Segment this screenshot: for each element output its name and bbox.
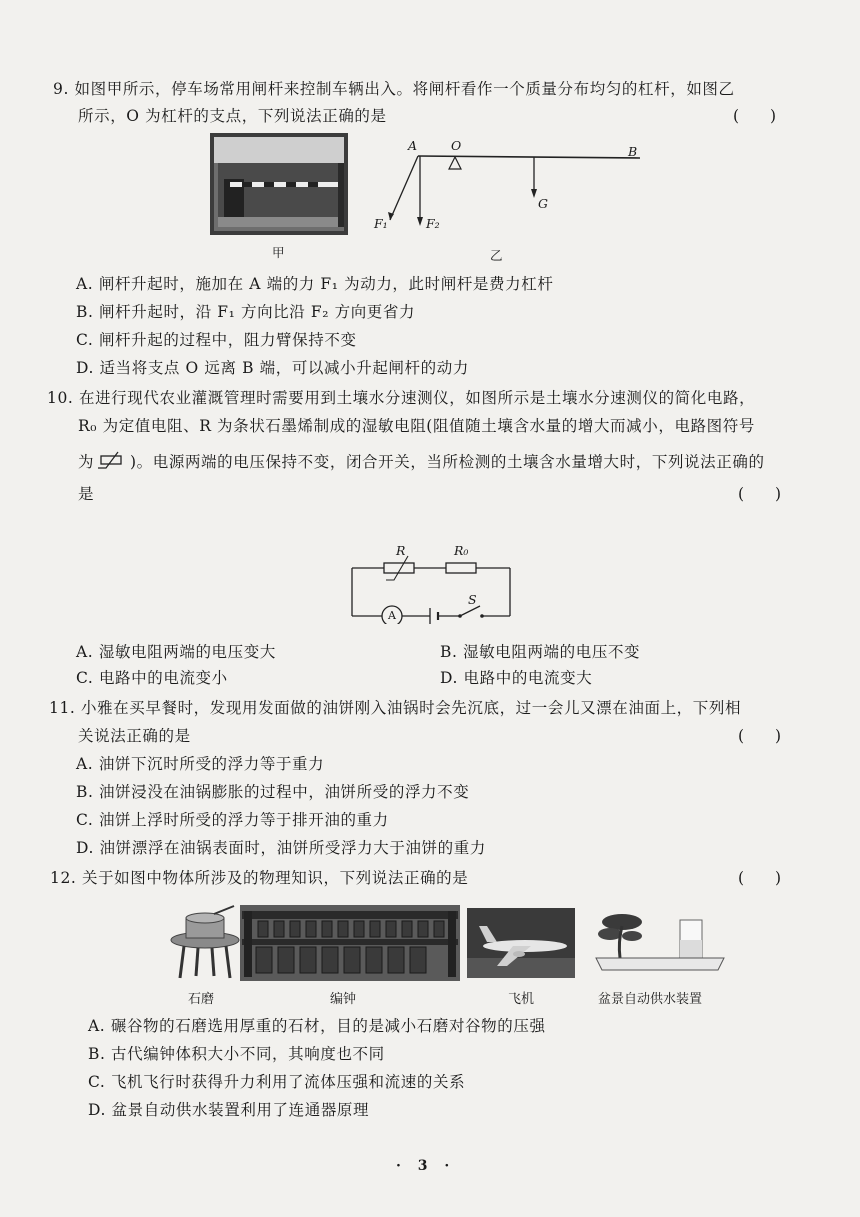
q9-fig-yi-caption: 乙: [490, 248, 503, 263]
q10-stem-line4: 是: [78, 485, 95, 503]
ammeter-icon: A: [388, 609, 396, 622]
q12-option-a: A. 碾谷物的石磨选用厚重的石材，目的是减小石磨对谷物的压强: [88, 1017, 546, 1035]
q9-stem-line2: 所示，O 为杠杆的支点，下列说法正确的是: [78, 107, 387, 125]
q11-option-b: B. 油饼浸没在油锅膨胀的过程中，油饼所受的浮力不变: [76, 783, 470, 801]
q9-lever-diagram: [368, 138, 648, 238]
q9-stem-line1: 9. 如图甲所示，停车场常用闸杆来控制车辆出入。将闸杆看作一个质量分布均匀的杠杆，如图乙: [53, 80, 735, 98]
q10-stem-line3-rest: )。电源两端的电压保持不变，闭合开关，当所检测的土壤含水量增大时，下列说法正确的: [130, 453, 765, 471]
q10-stem-line3-start: 为: [78, 453, 95, 471]
q10-option-d: D. 电路中的电流变大: [440, 669, 593, 687]
q12-caption-bonsai: 盆景自动供水装置: [598, 992, 703, 1007]
q10-stem-line2: R₀ 为定值电阻、R 为条状石墨烯制成的湿敏电阻(阻值随土壤含水量的增大而减小，电路图符号: [78, 417, 755, 435]
chime-bells-image: [240, 905, 460, 981]
stone-mill-image: [168, 904, 242, 980]
q11-option-a: A. 油饼下沉时所受的浮力等于重力: [76, 755, 325, 773]
q12-caption-airplane: 飞机: [508, 992, 535, 1007]
q10-option-a: A. 湿敏电阻两端的电压变大: [76, 643, 276, 661]
q9-label-G: G: [538, 196, 548, 211]
q12-option-b: B. 古代编钟体积大小不同，其响度也不同: [88, 1045, 385, 1063]
q10-option-b: B. 湿敏电阻两端的电压不变: [440, 643, 641, 661]
q10-circuit-diagram: [346, 540, 516, 624]
bonsai-water-device-image: [592, 906, 728, 980]
q12-stem: 12. 关于如图中物体所涉及的物理知识，下列说法正确的是: [50, 869, 469, 887]
q9-answer-paren: ( ): [733, 107, 777, 125]
page-number: · 3 ·: [396, 1158, 456, 1174]
q11-option-c: C. 油饼上浮时所受的浮力等于排开油的重力: [76, 811, 389, 829]
airplane-image: [467, 908, 575, 978]
q11-stem-line1: 11. 小雅在买早餐时，发现用发面做的油饼刚入油锅时会先沉底，过一会儿又漂在油面上，下列相: [49, 699, 742, 717]
q10-label-S: S: [468, 592, 477, 607]
q11-stem-line2: 关说法正确的是: [78, 727, 191, 745]
q10-answer-paren: ( ): [738, 485, 782, 503]
q9-label-A: A: [408, 138, 418, 153]
q10-label-R: R: [396, 543, 406, 558]
q12-caption-stone-mill: 石磨: [188, 992, 215, 1007]
q9-option-c: C. 闸杆升起的过程中，阻力臂保持不变: [76, 331, 357, 349]
q11-option-d: D. 油饼漂浮在油锅表面时，油饼所受浮力大于油饼的重力: [76, 839, 486, 857]
q9-label-O: O: [451, 138, 462, 153]
q10-label-R0: R₀: [454, 543, 469, 558]
q9-label-F2: F₂: [426, 216, 440, 231]
q9-fig-jia-caption: 甲: [272, 245, 285, 260]
humidity-resistor-symbol-icon: [96, 448, 130, 470]
q9-label-F1: F₁: [374, 216, 388, 231]
q12-option-d: D. 盆景自动供水装置利用了连通器原理: [88, 1101, 370, 1119]
q9-label-B: B: [628, 144, 638, 159]
q11-answer-paren: ( ): [738, 727, 782, 745]
q12-answer-paren: ( ): [738, 869, 782, 887]
q9-option-d: D. 适当将支点 O 远离 B 端，可以减小升起闸杆的动力: [76, 359, 469, 377]
q12-option-c: C. 飞机飞行时获得升力利用了流体压强和流速的关系: [88, 1073, 466, 1091]
q9-option-a: A. 闸杆升起时，施加在 A 端的力 F₁ 为动力，此时闸杆是费力杠杆: [76, 275, 554, 293]
q9-gate-photo: [210, 133, 348, 235]
q9-option-b: B. 闸杆升起时，沿 F₁ 方向比沿 F₂ 方向更省力: [76, 303, 416, 321]
q10-stem-line1: 10. 在进行现代农业灌溉管理时需要用到土壤水分速测仪，如图所示是土壤水分速测仪的简化电路，: [47, 389, 756, 407]
q10-option-c: C. 电路中的电流变小: [76, 669, 228, 687]
q12-caption-chime-bells: 编钟: [330, 992, 357, 1007]
